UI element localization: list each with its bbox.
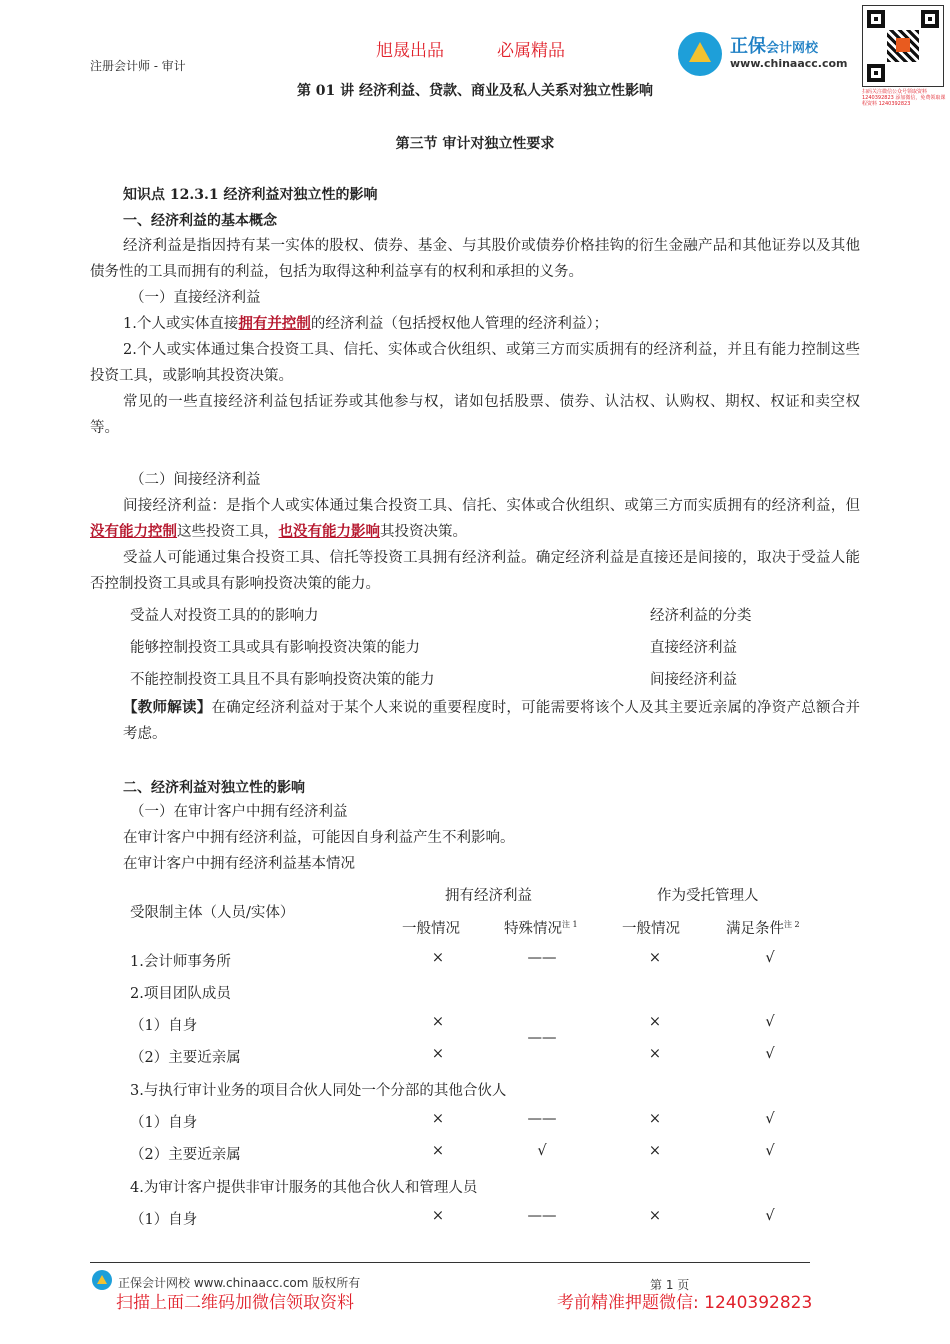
section2-line-2: 在审计客户中拥有经济利益基本情况 bbox=[123, 856, 355, 872]
table-row-label: （1）自身 bbox=[130, 1212, 198, 1228]
table-cell: × bbox=[648, 1111, 662, 1127]
page-number: 第 1 页 bbox=[650, 1278, 690, 1292]
col-header-general-2: 一般情况 bbox=[622, 921, 680, 937]
table-cell: × bbox=[431, 1208, 445, 1224]
common-direct-paragraph: 常见的一些直接经济利益包括证券或其他参与权，诸如包括股票、债券、认沽权、认购权、期权、权证和卖空权等。 bbox=[90, 394, 860, 436]
class-table-header-right: 经济利益的分类 bbox=[650, 608, 752, 624]
footer-promo-left: 扫描上面二维码加微信领取资料 bbox=[116, 1293, 354, 1313]
col-header-general-1: 一般情况 bbox=[402, 921, 460, 937]
class-table-header-left: 受益人对投资工具的的影响力 bbox=[130, 608, 319, 624]
table-row-label: （2）主要近亲属 bbox=[130, 1147, 241, 1163]
section2-subheading: （一）在审计客户中拥有经济利益 bbox=[130, 804, 348, 820]
table-cell: × bbox=[648, 950, 662, 966]
section2-line-1: 在审计客户中拥有经济利益，可能因自身利益产生不利影响。 bbox=[123, 830, 515, 846]
col-header-condition: 满足条件$^{注 2}$ bbox=[726, 920, 800, 937]
col-header-special: 特殊情况$^{注 1}$ bbox=[504, 920, 578, 937]
table-row-label: 3.与执行审计业务的项目合伙人同处一个分部的其他合伙人 bbox=[130, 1083, 507, 1099]
table-cell: —— bbox=[527, 1111, 557, 1127]
class-table-row-direct: 直接经济利益 bbox=[650, 640, 737, 656]
direct-heading: （一）直接经济利益 bbox=[130, 290, 261, 306]
footer-promo-right: 考前精准押题微信: 1240392823 bbox=[557, 1293, 813, 1313]
highlight-own-control: 拥有并控制 bbox=[238, 315, 311, 332]
logo-url: www.chinaacc.com bbox=[730, 57, 848, 70]
class-table-row-no-ability: 不能控制投资工具且不具有影响投资决策的能力 bbox=[130, 672, 435, 688]
teacher-note-label: 【教师解读】 bbox=[123, 699, 212, 716]
table-cell: —— bbox=[527, 1208, 557, 1224]
table-cell: × bbox=[431, 1046, 445, 1062]
table-cell: √ bbox=[765, 1143, 775, 1159]
qr-caption: 扫码关注微信公众号领取资料 1240392823 添加微信，免费领取课程资料 1240392823 bbox=[862, 89, 946, 107]
logo-name: 正保 bbox=[730, 36, 766, 57]
promo-text-right: 必属精品 bbox=[497, 41, 565, 61]
logo-icon bbox=[678, 32, 722, 76]
promo-text-left: 旭晟出品 bbox=[376, 41, 444, 61]
knowledge-point-title: 知识点 12.3.1 经济利益对独立性的影响 bbox=[123, 187, 378, 203]
footer-divider bbox=[90, 1262, 810, 1263]
class-table-row-indirect: 间接经济利益 bbox=[650, 672, 737, 688]
footer-copyright: 正保会计网校 www.chinaacc.com 版权所有 bbox=[118, 1276, 361, 1290]
logo-subname: 会计网校 bbox=[766, 41, 819, 56]
note-1-marker: 注 1 bbox=[562, 920, 578, 930]
direct-item-1: 1.个人或实体直接拥有并控制的经济利益（包括授权他人管理的经济利益）； bbox=[123, 315, 609, 332]
note-2-marker: 注 2 bbox=[784, 920, 800, 930]
qr-code bbox=[862, 5, 944, 87]
brand-logo[interactable] bbox=[678, 30, 858, 80]
table-row-label: （2）主要近亲属 bbox=[130, 1050, 241, 1066]
table-cell: × bbox=[648, 1046, 662, 1062]
group-header-own-interest: 拥有经济利益 bbox=[445, 888, 532, 904]
highlight-no-influence: 也没有能力影响 bbox=[278, 523, 380, 540]
table-cell: × bbox=[648, 1208, 662, 1224]
intro-paragraph: 经济利益是指因持有某一实体的股权、债券、基金、与其股价或债券价格挂钩的衍生金融产品和其他证券以及其他债务性的工具而拥有的利益，包括为取得这种利益享有的权利和承担的义务。 bbox=[90, 238, 860, 280]
merged-cell-dash: —— bbox=[527, 1030, 557, 1046]
teacher-note: 【教师解读】在确定经济利益对于某个人来说的重要程度时，可能需要将该个人及其主要近亲属的净资产总额合并考虑。 bbox=[123, 699, 861, 742]
class-table-row-ability: 能够控制投资工具或具有影响投资决策的能力 bbox=[130, 640, 420, 656]
table-row-label: （1）自身 bbox=[130, 1115, 198, 1131]
indirect-heading: （二）间接经济利益 bbox=[130, 472, 261, 488]
direct-item-2: 2.个人或实体通过集合投资工具、信托、实体或合伙组织、或第三方而实质拥有的经济利益，并且有能力控制这些投资工具，或影响其投资决策。 bbox=[90, 342, 860, 384]
table-cell: × bbox=[431, 1111, 445, 1127]
table-row-label: （1）自身 bbox=[130, 1018, 198, 1034]
indirect-definition: 间接经济利益：是指个人或实体通过集合投资工具、信托、实体或合伙组织、或第三方而实质拥有的经济利益，但没有能力控制这些投资工具，也没有能力影响其投资决策。 bbox=[90, 498, 860, 540]
table-cell: √ bbox=[765, 1014, 775, 1030]
table-row-label: 2.项目团队成员 bbox=[130, 986, 231, 1002]
table-cell: —— bbox=[527, 950, 557, 966]
beneficiary-paragraph: 受益人可能通过集合投资工具、信托等投资工具拥有经济利益。确定经济利益是直接还是间接的，取决于受益人能否控制投资工具或具有影响投资决策的能力。 bbox=[90, 550, 860, 592]
group-header-trustee: 作为受托管理人 bbox=[657, 888, 759, 904]
table-cell: √ bbox=[765, 1208, 775, 1224]
table-cell: × bbox=[648, 1014, 662, 1030]
table-cell: × bbox=[431, 1143, 445, 1159]
table-cell: × bbox=[431, 1014, 445, 1030]
table-cell: √ bbox=[765, 1111, 775, 1127]
table-cell: √ bbox=[765, 1046, 775, 1062]
course-label: 注册会计师 - 审计 bbox=[90, 59, 186, 73]
table-cell: √ bbox=[537, 1143, 547, 1159]
footer-logo-icon bbox=[92, 1270, 112, 1290]
table-cell: × bbox=[431, 950, 445, 966]
highlight-no-control: 没有能力控制 bbox=[90, 523, 177, 540]
section-title: 第三节 审计对独立性要求 bbox=[395, 136, 555, 152]
table-cell: √ bbox=[765, 950, 775, 966]
lecture-title: 第 01 讲 经济利益、贷款、商业及私人关系对独立性影响 bbox=[296, 83, 654, 99]
section2-heading: 二、经济利益对独立性的影响 bbox=[123, 780, 305, 796]
restriction-table-subject-header: 受限制主体（人员/实体） bbox=[130, 905, 295, 921]
table-cell: × bbox=[648, 1143, 662, 1159]
table-row-label: 4.为审计客户提供非审计服务的其他合伙人和管理人员 bbox=[130, 1180, 478, 1196]
section1-heading: 一、经济利益的基本概念 bbox=[123, 213, 277, 229]
table-row-label: 1.会计师事务所 bbox=[130, 954, 231, 970]
